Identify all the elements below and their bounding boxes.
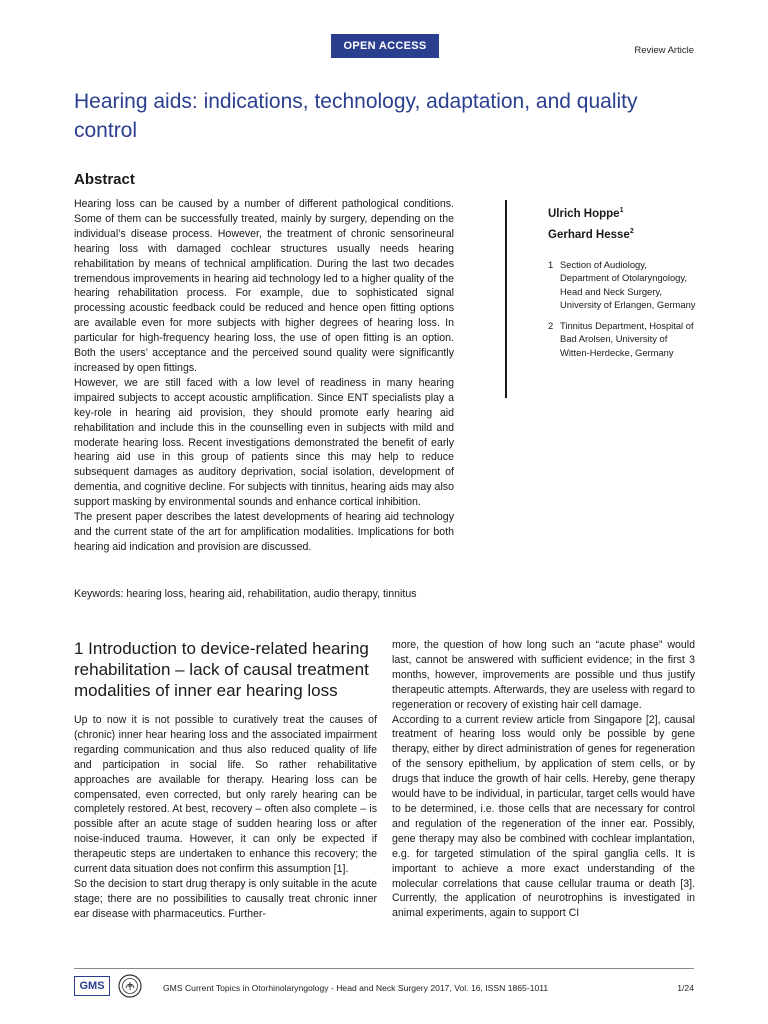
affiliation-list <box>548 258 698 367</box>
body-paragraph: Up to now it is not possible to curatively treat the causes of (chronic) inner hear hearing loss and the associated impairment regarding communication and thus also reduced quality of life and participation in social life. So rather rehabilitative approaches are available for therapy. Hearing loss can be compensated, even corrected, but only rarely hearing can be completely restored. At best, recovery – often also complete – is possible after an acute stage of sudden hearing loss or after noise-induced trauma. However, it can only be expected if therapeutic steps are undertaken to enhance this recovery; the current data situation does not confirm this assumption [1]. <box>74 714 377 876</box>
section-body <box>392 638 695 921</box>
author-list <box>548 202 634 244</box>
affiliation-text: Tinnitus Department, Hospital of Bad Arolsen, University of Witten-Herdecke, Germany <box>560 320 694 358</box>
section-body <box>74 713 377 922</box>
author-name: Ulrich Hoppe$^1$ <box>548 207 624 220</box>
body-paragraph: So the decision to start drug therapy is only suitable in the acute stage; there are no possibilities to causally treat chronic inner ear disease with pharmaceutics. Further- <box>74 877 377 920</box>
footer-divider <box>74 968 694 969</box>
abstract-heading: Abstract <box>74 171 135 188</box>
abstract-paragraph: However, we are still faced with a low level of readiness in many hearing impaired subjects to accept acoustic amplification. Since ENT specialists play a key-role in hearing aid provision, they should promote early hearing aid rehabilitation and include this in the counselling even in subjects with mild and moderate hearing loss. Recent investigations demonstrated the benefit of early hearing aid use in this group of patients since this may help to reduce subsequent damages as auditory deprivation, social isolation, development of dementia, and cognitive decline. For subjects with tinnitus, hearing aids may also support masking by environmental sounds and enhance cortical inhibition. <box>74 376 454 509</box>
abstract-paragraph: The present paper describes the latest developments of hearing aid technology and the current state of the art for amplification modalities. Implications for both hearing aid indication and provision are discussed. <box>74 511 454 553</box>
body-paragraph: According to a current review article from Singapore [2], causal treatment of hearing loss would only be possible by gene therapy, either by direct administration of genes for regeneration of the sensory epithelium, by application of stem cells, or by drugs that induce the growth of hair cells. Hereby, gene therapy would have to be individual, in particular, target cells would have to be determined, i.e. those cells that are necessary for control and regulation of the regeneration of the inner ear. Possibly, gene therapy may also be combined with cochlear implantation, e.g. for targeted stimulation of the spiral ganglia cells. It is important to achieve a more exact understanding of the molecular correlations that cause cellular trauma or death [3]. Currently, the application of neurotrophins is investigated in animal experiments, again to support CI <box>392 713 695 920</box>
body-column-right <box>392 638 695 921</box>
author-name: Gerhard Hesse$^2$ <box>548 227 634 241</box>
abstract-paragraph: Hearing loss can be caused by a number of different pathological conditions. Some of them can be successfully treated, mainly by surgery, depending on the individual’s disease process. However, the treatment of chronic sensorineural hearing loss with damaged cochlear structures usually needs hearing rehabilitation by means of technical amplification. During the last two decades tremendous improvements in hearing aid technology led to a higher quality of the hearing rehabilitation process. For example, due to sophisticated signal processing acoustic feedback could be reduced and hence open fitting options are available even for more subjects with higher degrees of hearing loss. In particular for high-frequency hearing loss, the use of open fitting is an option. Both the users’ acceptance and the perceived sound quality were significantly increased by open fittings. <box>74 198 454 374</box>
body-column-left <box>74 638 377 922</box>
article-type-label: Review Article <box>634 45 694 56</box>
affiliation-item <box>548 258 698 311</box>
body-paragraph: more, the question of how long such an “acute phase” would last, cannot be answered with sufficient evidence; in the first 3 months, however, improvements are possible und thus justify therapeutic attempts. Afterwards, they are useless with regard to regeneration or recovery of existing hair cell damage. <box>392 639 695 711</box>
affiliation-number: 2 <box>548 320 554 332</box>
keywords: Keywords: hearing loss, hearing aid, rehabilitation, audio therapy, tinnitus <box>74 588 417 600</box>
open-access-badge: OPEN ACCESS <box>331 34 439 58</box>
section-heading: 1 Introduction to device-related hearing rehabilitation – lack of causal treatment modalities of inner ear hearing loss <box>74 639 369 700</box>
paper-title: Hearing aids: indications, technology, adaptation, and quality control <box>74 90 638 142</box>
affiliation-number: 1 <box>548 259 554 270</box>
affiliation-text: Section of Audiology, Department of Otolaryngology, Head and Neck Surgery, University of Erlangen, Germany <box>560 259 696 310</box>
abstract-body <box>74 197 454 555</box>
page-number: 1/24 <box>677 983 694 993</box>
gms-logo: GMS <box>74 976 110 996</box>
author-divider <box>505 200 507 398</box>
affiliation-item <box>548 319 698 359</box>
seal-icon <box>118 974 142 998</box>
journal-citation: GMS Current Topics in Otorhinolaryngology - Head and Neck Surgery 2017, Vol. 16, ISSN 1865-1011 <box>163 983 549 993</box>
